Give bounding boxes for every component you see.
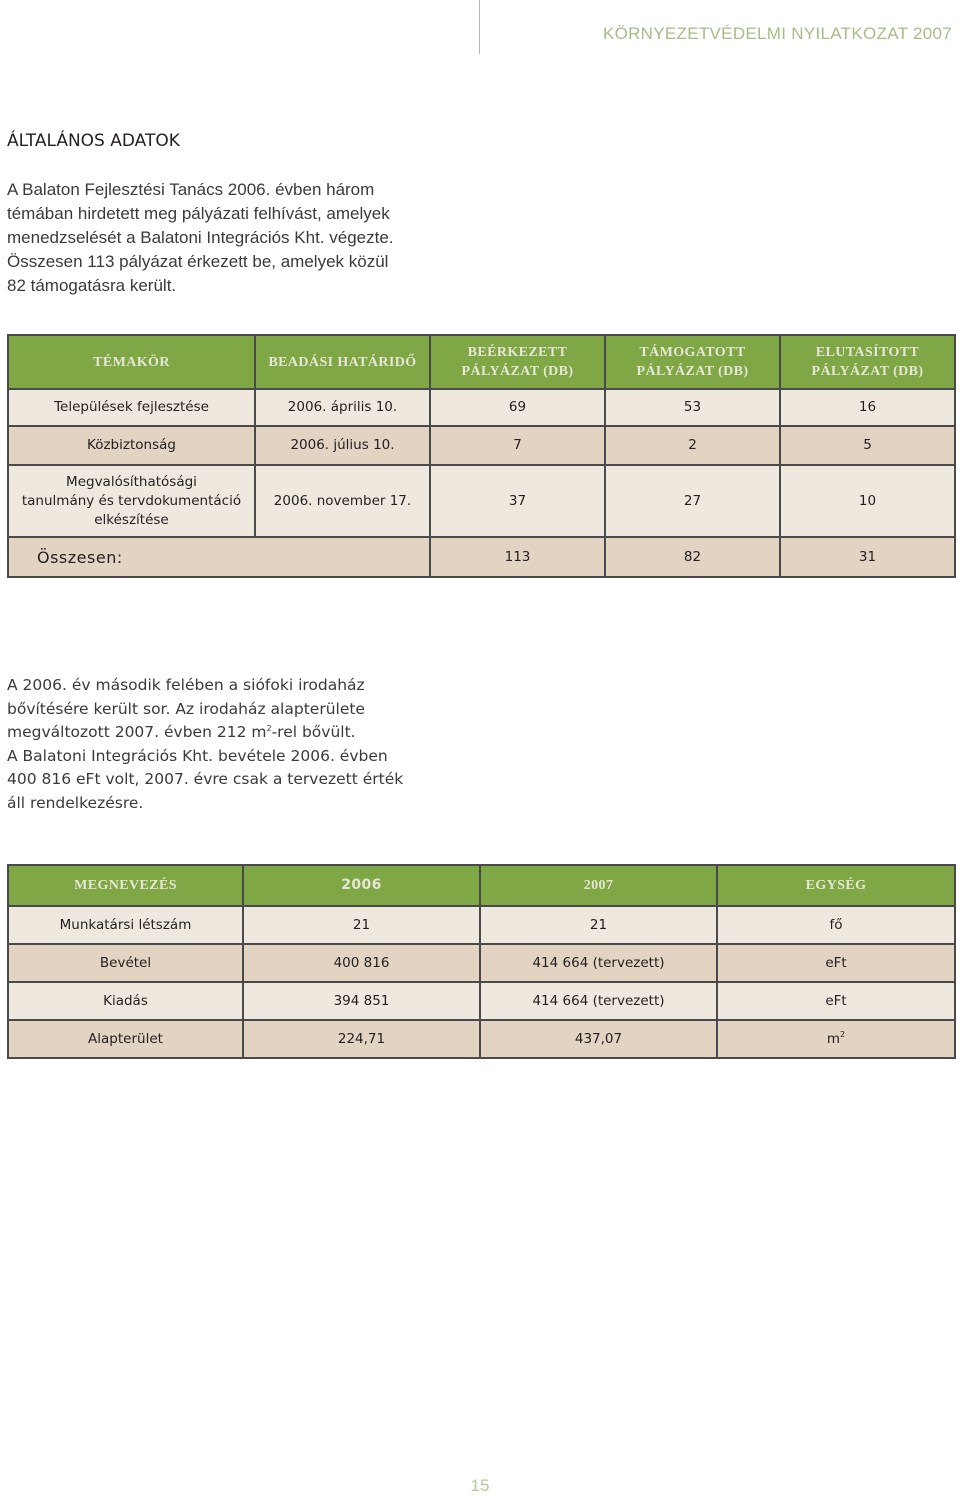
header-line: ELUTASÍTOTT: [815, 345, 920, 360]
header-line: PÁLYÁZAT (DB): [636, 364, 749, 379]
table-row: [8, 906, 955, 944]
total-supported-cell: 82: [605, 537, 780, 577]
topic-line: Megvalósíthatósági: [66, 473, 197, 490]
value-2006-cell: 224,71: [243, 1020, 480, 1058]
header-line: PÁLYÁZAT (DB): [811, 364, 924, 379]
paragraph-line: megváltozott 2007. évben 212 m: [7, 723, 267, 741]
topic-cell: [8, 465, 255, 537]
table-row: [8, 982, 955, 1020]
column-header-topic: TÉMAKÖR: [8, 335, 255, 389]
deadline-cell: 2006. július 10.: [255, 426, 430, 465]
rejected-cell: 16: [780, 389, 955, 426]
supported-cell: 2: [605, 426, 780, 465]
paragraph-line: A Balatoni Integrációs Kht. bevétele 2006. évben: [7, 746, 388, 765]
header-line: BEÉRKEZETT: [467, 345, 568, 360]
supported-cell: 27: [605, 465, 780, 537]
received-cell: 7: [430, 426, 605, 465]
header-line: TÁMOGATOTT: [639, 345, 746, 360]
section-heading: ÁLTALÁNOS ADATOK: [7, 131, 180, 151]
name-cell: Kiadás: [8, 982, 243, 1020]
intro-line: Összesen 113 pályázat érkezett be, amelyek közül: [7, 252, 389, 271]
topic-cell: Települések fejlesztése: [8, 389, 255, 426]
header-divider: [479, 0, 480, 54]
table-row: [8, 944, 955, 982]
topic-line: tanulmány és tervdokumentáció: [21, 492, 242, 509]
unit-cell: eFt: [717, 982, 955, 1020]
column-header-rejected: [780, 335, 955, 389]
rejected-cell: 5: [780, 426, 955, 465]
intro-line: témában hirdetett meg pályázati felhívást, amelyek: [7, 204, 390, 223]
table-row: [8, 465, 955, 537]
unit-text: m: [826, 1030, 841, 1047]
page-number: 15: [470, 1476, 490, 1495]
rejected-cell: 10: [780, 465, 955, 537]
paragraph-line: A 2006. év második felében a siófoki irodaház: [7, 676, 365, 694]
value-2006-cell: 21: [243, 906, 480, 944]
value-2006-cell: 394 851: [243, 982, 480, 1020]
paragraph-line: -rel bővült.: [271, 723, 356, 741]
table-header-row: [8, 335, 955, 389]
value-2007-cell: 414 664 (tervezett): [480, 944, 717, 982]
received-cell: 37: [430, 465, 605, 537]
supported-cell: 53: [605, 389, 780, 426]
intro-line: 82 támogatásra került.: [7, 276, 177, 295]
document-title: KÖRNYEZETVÉDELMI NYILATKOZAT 2007: [602, 24, 952, 43]
total-row: [8, 537, 955, 577]
paragraph-line: áll rendelkezésre.: [7, 793, 144, 812]
unit-cell: fő: [717, 906, 955, 944]
total-rejected-cell: 31: [780, 537, 955, 577]
table-row: [8, 426, 955, 465]
intro-line: A Balaton Fejlesztési Tanács 2006. évben három: [7, 180, 375, 199]
intro-line: menedzselését a Balatoni Integrációs Kht. végezte.: [7, 228, 394, 247]
value-2007-cell: 437,07: [480, 1020, 717, 1058]
superscript: 2: [266, 724, 272, 733]
financials-table: [7, 864, 956, 1059]
name-cell: Munkatársi létszám: [8, 906, 243, 944]
received-cell: 69: [430, 389, 605, 426]
unit-superscript: 2: [840, 1029, 846, 1039]
unit-cell: eFt: [717, 944, 955, 982]
total-label: Összesen:: [8, 537, 430, 577]
deadline-cell: 2006. április 10.: [255, 389, 430, 426]
total-received-cell: 113: [430, 537, 605, 577]
table-row: [8, 389, 955, 426]
column-header-unit: EGYSÉG: [717, 865, 955, 906]
table-header-row: [8, 865, 955, 906]
value-2007-cell: 414 664 (tervezett): [480, 982, 717, 1020]
applications-table: [7, 334, 956, 578]
paragraph-line: bővítésére került sor. Az irodaház alapterülete: [7, 699, 365, 718]
column-header-deadline: BEADÁSI HATÁRIDŐ: [255, 335, 430, 389]
name-cell: Alapterület: [8, 1020, 243, 1058]
column-header-name: MEGNEVEZÉS: [8, 865, 243, 906]
topic-cell: Közbiztonság: [8, 426, 255, 465]
deadline-cell: 2006. november 17.: [255, 465, 430, 537]
value-2006-cell: 400 816: [243, 944, 480, 982]
value-2007-cell: 21: [480, 906, 717, 944]
paragraph-line: 400 816 eFt volt, 2007. évre csak a tervezett érték: [7, 770, 404, 788]
intro-paragraph: [7, 178, 427, 298]
column-header-2007: 2007: [480, 865, 717, 906]
topic-line: elkészítése: [94, 511, 169, 528]
unit-cell: [717, 1020, 955, 1058]
column-header-supported: [605, 335, 780, 389]
column-header-2006: 2006: [243, 865, 480, 906]
name-cell: Bevétel: [8, 944, 243, 982]
column-header-received: [430, 335, 605, 389]
office-paragraph: [7, 674, 427, 815]
header-line: PÁLYÁZAT (DB): [461, 364, 574, 379]
table-row: [8, 1020, 955, 1058]
